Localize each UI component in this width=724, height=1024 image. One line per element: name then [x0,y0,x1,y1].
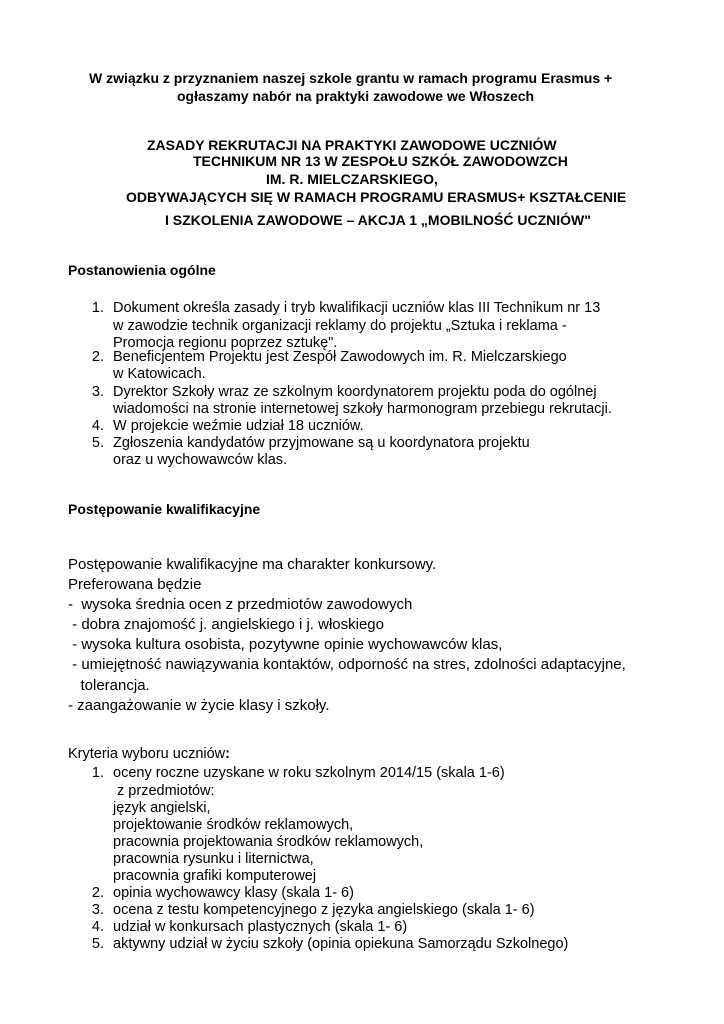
paragraph-line: - wysoka kultura osobista, pozytywne opinie wychowawców klas, [68,636,503,653]
list-item-line: pracownia grafiki komputerowej [113,868,317,884]
heading-line-5: I SZKOLENIA ZAWODOWE – AKCJA 1 „MOBILNOŚĆ UCZNIÓW" [165,212,591,228]
intro-line-2: ogłaszamy nabór na praktyki zawodowe we Włoszech [177,88,535,104]
list-item-line: pracownia projektowania środków reklamowych, [113,834,424,850]
heading-line-2: TECHNIKUM NR 13 W ZESPOŁU SZKÓŁ ZAWODOWZCH [193,153,568,169]
list-number: 5. [91,435,104,451]
list-number: 3. [91,902,104,918]
paragraph-line: - dobra znajomość j. angielskiego i j. włoskiego [68,616,384,633]
section-title-criteria [68,746,230,763]
list-item-line: oraz u wychowawców klas. [113,452,288,468]
list-item-line: ocena z testu kompetencyjnego z języka angielskiego (skala 1- 6) [113,902,535,918]
list-number: 3. [91,384,104,400]
paragraph-line: Preferowana będzie [68,576,202,593]
list-item-line: projektowanie środków reklamowych, [113,817,354,833]
list-item-line: Beneficjentem Projektu jest Zespół Zawodowych im. R. Mielczarskiego [113,349,567,365]
heading-line-1: ZASADY REKRUTACJI NA PRAKTYKI ZAWODOWE UCZNIÓW [147,137,557,153]
list-number: 2. [91,885,104,901]
list-item-line: wiadomości na stronie internetowej szkoły harmonogram przebiegu rekrutacji. [113,401,612,417]
list-item-line: język angielski, [113,800,211,816]
criteria-title-colon: : [225,746,230,762]
list-item-line: oceny roczne uzyskane w roku szkolnym 2014/15 (skala 1-6) [113,765,505,781]
list-item-line: pracownia rysunku i liternictwa, [113,851,314,867]
list-item-line: Dyrektor Szkoły wraz ze szkolnym koordynatorem projektu poda do ogólnej [113,384,597,400]
heading-line-3: IM. R. MIELCZARSKIEGO, [266,171,438,187]
paragraph-line: Postępowanie kwalifikacyjne ma charakter konkursowy. [68,556,437,573]
intro-line-1: W związku z przyznaniem naszej szkole grantu w ramach programu Erasmus + [89,70,613,86]
paragraph-line: - wysoka średnia ocen z przedmiotów zawodowych [68,596,413,613]
list-item-line: w zawodzie technik organizacji reklamy do projektu „Sztuka i reklama - [113,318,567,334]
list-item-line: udział w konkursach plastycznych (skala 1- 6) [113,919,408,935]
list-number: 4. [91,919,104,935]
list-item-line: z przedmiotów: [113,783,215,799]
list-number: 2. [91,349,104,365]
list-number: 5. [91,936,104,952]
list-item-line: Zgłoszenia kandydatów przyjmowane są u koordynatora projektu [113,435,530,451]
list-item-line: aktywny udział w życiu szkoły (opinia opiekuna Samorządu Szkolnego) [113,936,569,952]
criteria-title-text: Kryteria wyboru uczniów [68,746,226,762]
list-item-line: W projekcie weźmie udział 18 uczniów. [113,418,364,434]
list-number: 1. [91,300,104,316]
list-item-line: Promocja regionu poprzez sztukę". [113,335,338,351]
list-number: 4. [91,418,104,434]
paragraph-line: tolerancja. [68,677,150,694]
paragraph-line: - zaangażowanie w życie klasy i szkoły. [68,697,330,714]
section-title-qualification: Postępowanie kwalifikacyjne [68,501,261,517]
paragraph-line: - umiejętność nawiązywania kontaktów, odporność na stres, zdolności adaptacyjne, [68,656,626,673]
section-title-general: Postanowienia ogólne [68,262,216,278]
list-number: 1. [91,765,104,781]
list-item-line: Dokument określa zasady i tryb kwalifikacji uczniów klas III Technikum nr 13 [113,300,601,316]
heading-line-4: ODBYWAJĄCYCH SIĘ W RAMACH PROGRAMU ERASMUS+ KSZTAŁCENIE [126,189,627,205]
list-item-line: w Katowicach. [113,366,206,382]
list-item-line: opinia wychowawcy klasy (skala 1- 6) [113,885,354,901]
